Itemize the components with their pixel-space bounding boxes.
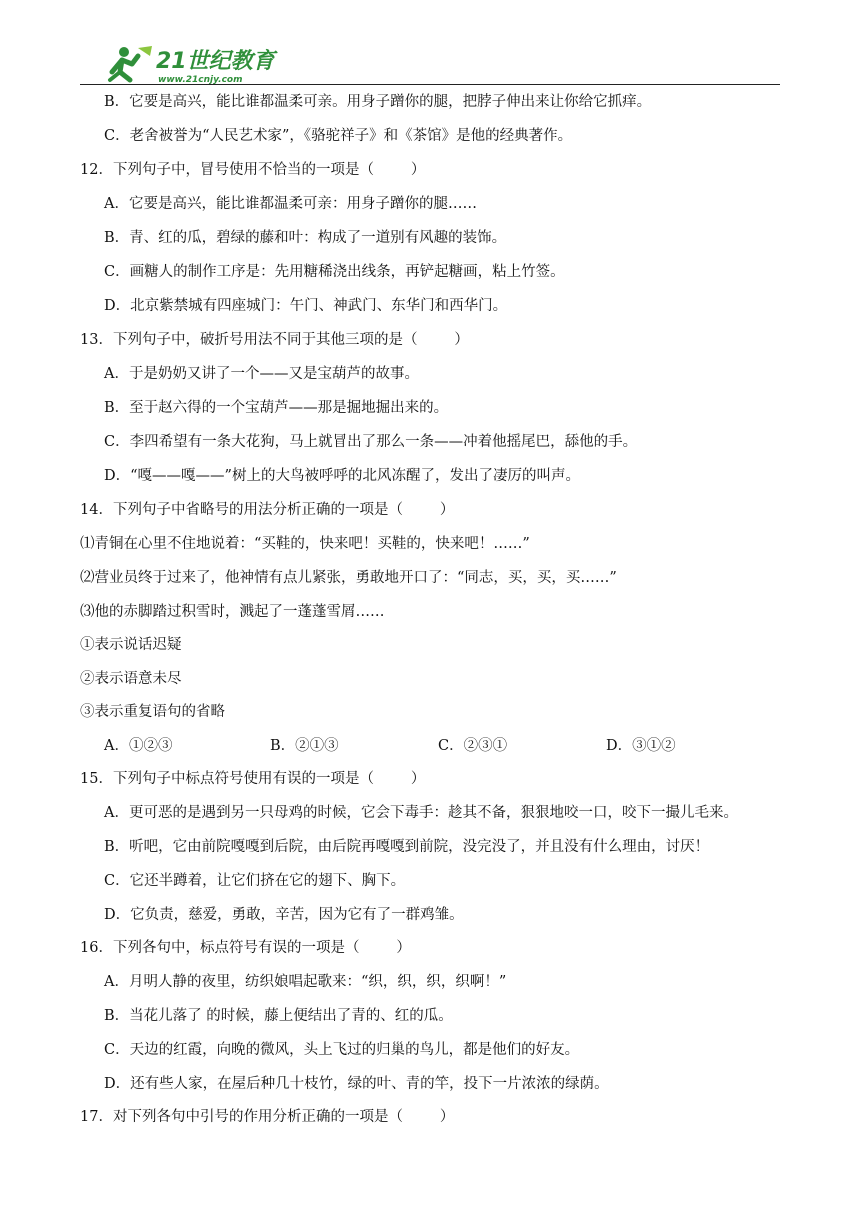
- question-stem: 16．下列各句中，标点符号有误的一项是（ ）: [80, 940, 411, 956]
- option-line: B．听吧，它由前院嘎嘎到后院，由后院再嘎嘎到前院，没完没了，并且没有什么理由，讨厌！: [104, 839, 710, 855]
- analysis-option: ②表示语意未尽: [80, 671, 182, 687]
- answer-choice: C．②③①: [438, 738, 508, 754]
- option-line: B．青、红的瓜，碧绿的藤和叶：构成了一道别有风趣的装饰。: [104, 230, 507, 246]
- option-line: A．它要是高兴，能比谁都温柔可亲：用身子蹭你的腿……: [104, 196, 477, 212]
- question-stem: 14．下列句子中省略号的用法分析正确的一项是（ ）: [80, 502, 455, 518]
- option-line: D．“嘎——嘎——”树上的大鸟被呼呼的北风冻醒了，发出了凄厉的叫声。: [104, 468, 580, 484]
- option-line: A．更可恶的是遇到另一只母鸡的时候，它会下毒手：趁其不备，狠狠地咬一口，咬下一撮儿毛来。: [104, 805, 738, 821]
- question-stem: 17．对下列各句中引号的作用分析正确的一项是（ ）: [80, 1109, 455, 1125]
- option-line: C．它还半蹲着，让它们挤在它的翅下、胸下。: [104, 873, 406, 889]
- option-line: D．北京紫禁城有四座城门：午门、神武门、东华门和西华门。: [104, 298, 508, 314]
- option-line: B．当花儿落了 的时候，藤上便结出了青的、红的瓜。: [104, 1008, 453, 1024]
- option-line: B．至于赵六得的一个宝葫芦——那是掘地掘出来的。: [104, 400, 449, 416]
- analysis-option: ①表示说话迟疑: [80, 637, 182, 653]
- logo-brand: 21世纪教育: [156, 49, 275, 74]
- question-stem: 12．下列句子中，冒号使用不恰当的一项是（ ）: [80, 162, 426, 178]
- analysis-option: ③表示重复语句的省略: [80, 704, 225, 720]
- answer-choice: B．②①③: [270, 738, 339, 754]
- page-header: [80, 36, 780, 86]
- question-stem: 13．下列句子中，破折号用法不同于其他三项的是（ ）: [80, 332, 469, 348]
- header-rule: [80, 84, 780, 85]
- option-line: C．画糖人的制作工序是：先用糖稀浇出线条，再铲起糖画，粘上竹签。: [104, 264, 565, 280]
- option-line: C．老舍被誉为“人民艺术家”，《骆驼祥子》和《茶馆》是他的经典著作。: [104, 128, 573, 144]
- option-line: D．它负责，慈爱，勇敢，辛苦，因为它有了一群鸡雏。: [104, 907, 464, 923]
- runner-icon: [110, 46, 152, 80]
- logo-21cnjy: [104, 42, 294, 88]
- option-line: D．还有些人家，在屋后种几十枝竹，绿的叶、青的竿，投下一片浓浓的绿荫。: [104, 1076, 609, 1092]
- question-stem: 15．下列句子中标点符号使用有误的一项是（ ）: [80, 771, 426, 787]
- answer-choice: D．③①②: [606, 738, 676, 754]
- answer-choice: A．①②③: [104, 738, 173, 754]
- option-line: C．李四希望有一条大花狗，马上就冒出了那么一条——冲着他摇尾巴，舔他的手。: [104, 434, 638, 450]
- option-line: A．于是奶奶又讲了一个——又是宝葫芦的故事。: [104, 366, 419, 382]
- sub-sentence: ⑵营业员终于过来了，他神情有点儿紧张，勇敢地开口了：“同志，买，买，买……”: [80, 570, 617, 586]
- sub-sentence: ⑴青铜在心里不住地说着：“买鞋的，快来吧！买鞋的，快来吧！……”: [80, 536, 530, 552]
- logo-url: www.21cnjy.com: [158, 75, 243, 85]
- option-line: B．它要是高兴，能比谁都温柔可亲。用身子蹭你的腿，把脖子伸出来让你给它抓痒。: [104, 94, 652, 110]
- option-line: A．月明人静的夜里，纺织娘唱起歌来：“织，织，织，织啊！”: [104, 974, 507, 990]
- option-line: C．天边的红霞，向晚的微风，头上飞过的归巢的鸟儿，都是他们的好友。: [104, 1042, 580, 1058]
- sub-sentence: ⑶他的赤脚踏过积雪时，溅起了一蓬蓬雪屑……: [80, 604, 385, 620]
